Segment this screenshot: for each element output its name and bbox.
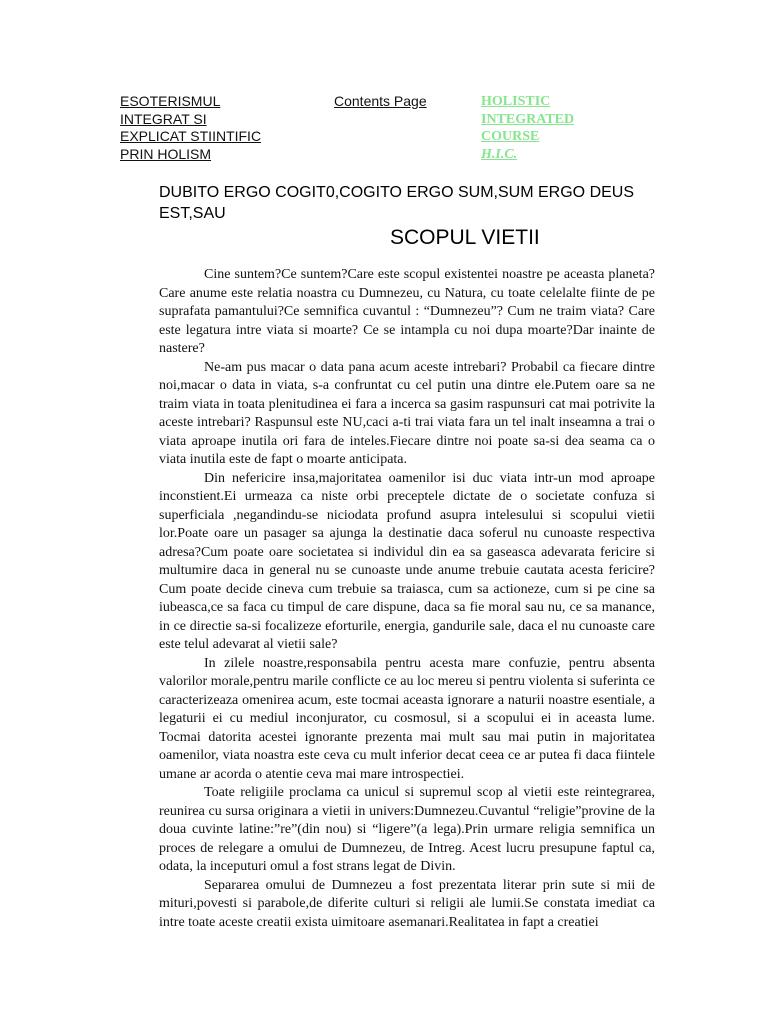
header-left-line-2[interactable]: INTEGRAT SI <box>120 110 207 127</box>
paragraph-6: Separarea omului de Dumnezeu a fost prezentata literar prin sute si mii de mituri,povesti si parabole,de diferite culturi si religii ale lumii.Se constata imediat ca intre toate aceste creatii exista uimitoare asemanari.Realitatea in fapt a creatiei <box>159 877 655 930</box>
contents-page-link[interactable]: Contents Page <box>334 93 427 109</box>
paragraph-1: Cine suntem?Ce suntem?Care este scopul existentei noastre pe aceasta planeta?Care anume este relatia noastra cu Dumnezeu, cu Natura, cu toate celelalte fiinte de pe suprafata pamantului?Ce semnifica cuvantul : “Dumnezeu”? Cum ne traim viata? Care este legatura intre viata si moarte? Ce se intampla cu noi dupa moarte?Dar inainte de nastere? <box>159 267 655 356</box>
header-left-line-3[interactable]: EXPLICAT STIINTIFIC <box>120 128 262 144</box>
header-right-line-4[interactable]: H.I.C. <box>481 146 518 162</box>
header-right-link[interactable] <box>481 93 574 163</box>
header-left-link[interactable] <box>120 93 261 163</box>
document-title: SCOPUL VIETII <box>390 226 540 249</box>
paragraph-5: Toate religiile proclama ca unicul si supremul scop al vietii este reintegrarea, reunirea cu sursa originara a vietii in univers:Dumnezeu.Cuvantul “religie”provine de la doua cuvinte latine:”re”(din nou) si “ligere”(a lega).Prin urmare religia semnifica un proces de relegare a omului de Dumnezeu, de Intreg. Acest lucru presupune faptul ca, odata, la inceputuri omul a fost strans legat de Divin. <box>159 785 655 874</box>
header-left-line-1[interactable]: ESOTERISMUL <box>120 93 221 109</box>
document-body <box>159 266 655 932</box>
header-right-line-2[interactable]: INTEGRATED <box>481 111 575 127</box>
paragraph-4: In zilele noastre,responsabila pentru acesta mare confuzie, pentru absenta valorilor morale,pentru marile conflicte ce au loc mereu si pentru violenta si suferinta ce caracterizeaza omenirea acum, este tocmai aceasta ignorare a naturii noastre esentiale, a legaturii ei cu mediul inconjurator, cu cosmosul, si a scopului ei in aceasta lume. Tocmai datorita acestei ignorante prezenta mai mult sau mai putin in majoritatea oamenilor, viata noastra este ceva cu mult inferior decat ceea ce ar putea fi daca fiintele umane ar acorda o atentie ceva mai mare introspectiei. <box>159 655 655 782</box>
contents-page-link-wrap <box>334 93 427 111</box>
document-subtitle: DUBITO ERGO COGIT0,COGITO ERGO SUM,SUM ERGO DEUS EST,SAU <box>159 184 635 222</box>
header-right-line-3[interactable]: COURSE <box>481 129 540 144</box>
paragraph-3: Din nefericire insa,majoritatea oamenilor isi duc viata intr-un mod aproape inconstient.Ei urmeaza ca niste orbi preceptele dictate de o societate confuza si superficiala ,negandindu-se niciodata profund asupra intelesului si scopului vietii lor.Poate oare un pasager sa ajunga la destinatie daca soferul nu cunoaste respectiva adresa?Cum poate oare societatea si individul din ea sa gaseasca adevarata fericire si multumire daca in general nu se cunoaste unde anume trebuie cautata acesta fericire?Cum poate decide cineva cum trebuie sa traiasca, cum sa actioneze, cum si pe cine sa iubeasca,ce sa faca cu timpul de care dispune, daca sa fie moral sau nu, ce sa manance, in ce directie sa-si focalizeze eforturile, energia, gandurile sale, daca el nu cunoaste care este telul adevarat al vietii sale? <box>159 470 655 652</box>
paragraph-2: Ne-am pus macar o data pana acum aceste intrebari? Probabil ca fiecare dintre noi,macar o data in viata, s-a confruntat cu cel putin una dintre ele.Putem oare sa ne traim viata in toata plenitudinea ei fara a incerca sa gasim raspunsuri cat mai potrivite la aceste intrebari? Raspunsul este NU,caci a-ti trai viata fara un tel inalt inseamna a trai o viata aproape inutila ori fara de inteles.Fiecare dintre noi poate sa-si dea seama ca o viata inutila este de fapt o moarte anticipata. <box>159 359 655 467</box>
header-left-line-4[interactable]: PRIN HOLISM <box>120 145 212 162</box>
header-right-line-1[interactable]: HOLISTIC <box>481 94 551 109</box>
